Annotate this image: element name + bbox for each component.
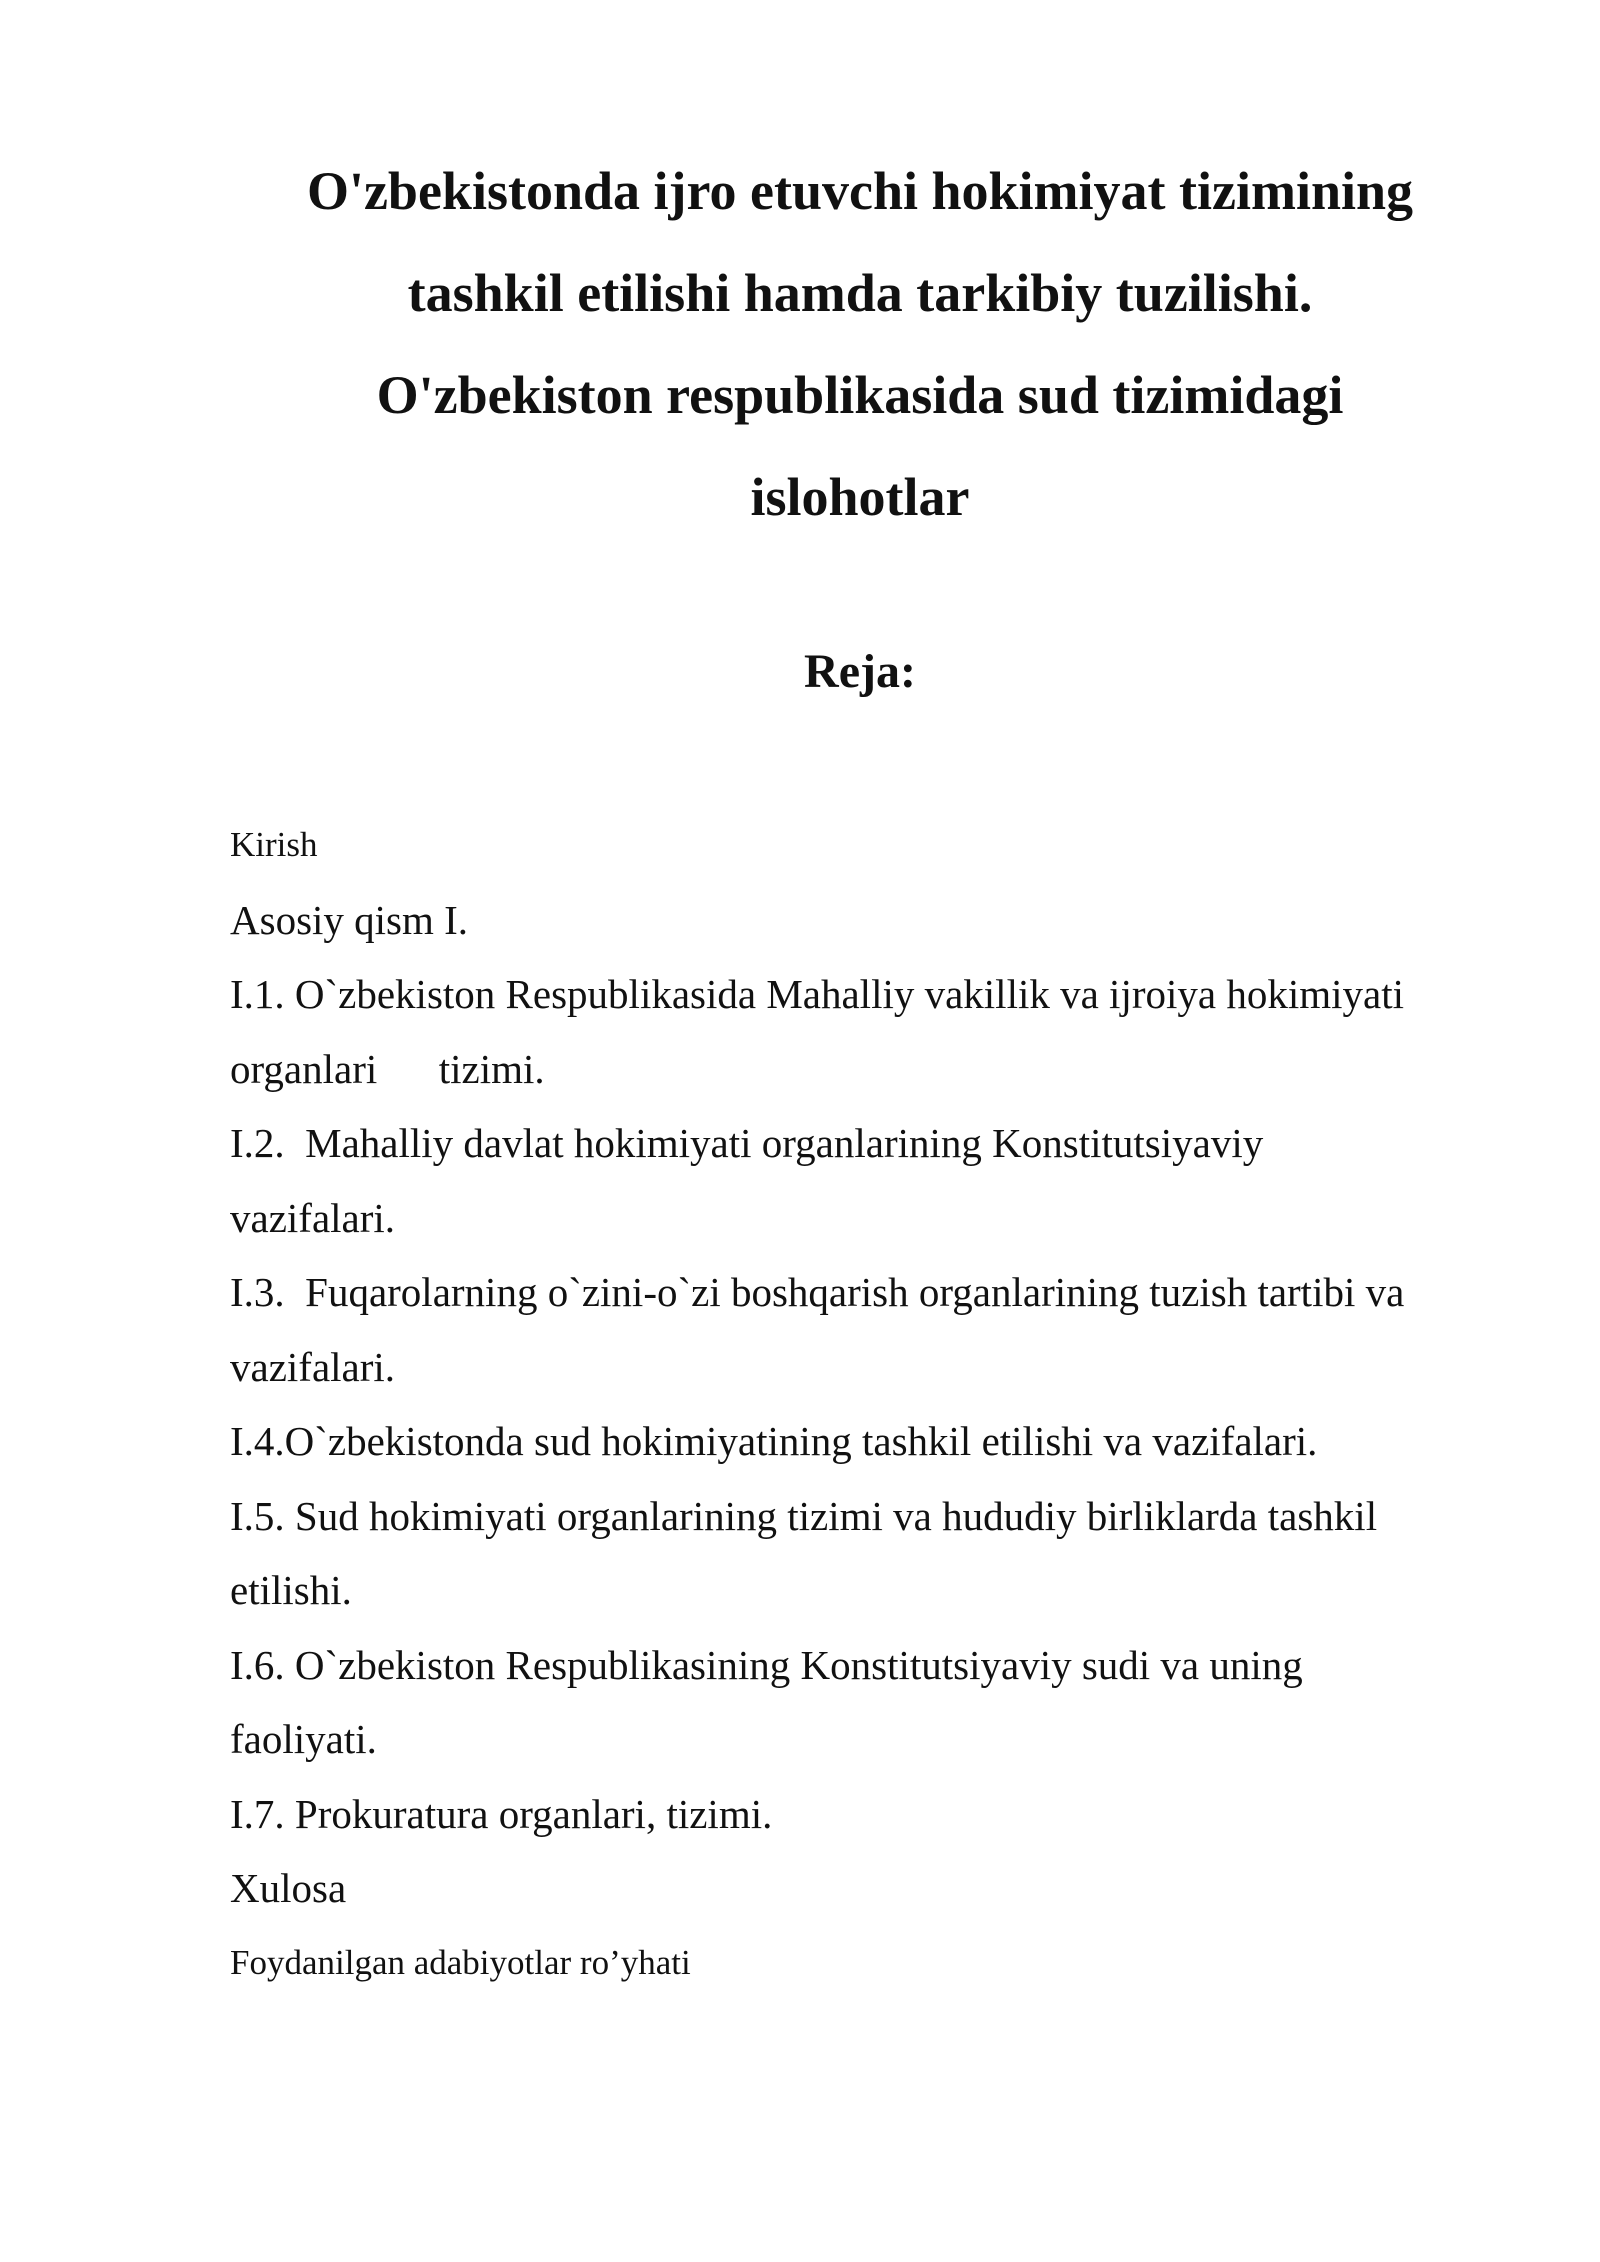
toc-item-conclusion: Xulosa [230, 1865, 347, 1911]
table-of-contents [230, 808, 1530, 2000]
toc-item-5 [230, 1479, 1530, 1628]
toc-item-5-line-2: etilishi. [230, 1567, 352, 1613]
toc-item-2 [230, 1106, 1530, 1255]
toc-item-2-line-1: I.2. Mahalliy davlat hokimiyati organlarining Konstitutsiyaviy [230, 1120, 1264, 1166]
toc-item-main-part: Asosiy qism I. [230, 896, 469, 943]
title-line-1: O'zbekistonda ijro etuvchi hokimiyat tizimining [306, 161, 1414, 221]
toc-item-1-line-1: I.1. O`zbekiston Respublikasida Mahalliy vakillik va ijroiya hokimiyati [230, 971, 1404, 1017]
title-line-2: tashkil etilishi hamda tarkibiy tuzilishi. [407, 263, 1313, 323]
toc-item-5-line-1: I.5. Sud hokimiyati organlarining tizimi va hududiy birliklarda tashkil [230, 1492, 1378, 1539]
toc-item-3-line-1: I.3. Fuqarolarning o`zini-o`zi boshqarish organlarining tuzish tartibi va [230, 1269, 1405, 1315]
title-line-3: O'zbekiston respublikasida sud tizimidagi [376, 365, 1344, 425]
document-title [230, 140, 1490, 548]
toc-item-references: Foydanilgan adabiyotlar ro’yhati [230, 1942, 691, 1982]
toc-item-1 [230, 957, 1530, 1106]
plan-heading: Reja: [804, 645, 916, 698]
toc-item-6-line-2: faoliyati. [230, 1716, 377, 1762]
toc-item-3-line-2: vazifalari. [230, 1343, 396, 1390]
title-line-4: islohotlar [750, 467, 970, 527]
toc-item-6-line-1: I.6. O`zbekiston Respublikasining Konstitutsiyaviy sudi va uning [230, 1641, 1303, 1688]
toc-item-6 [230, 1628, 1530, 1777]
toc-item-7: I.7. Prokuratura organlari, tizimi. [230, 1790, 773, 1837]
toc-item-1-line-2: organlari tizimi. [230, 1045, 545, 1092]
toc-item-intro: Kirish [230, 825, 318, 864]
toc-item-2-line-2: vazifalari. [230, 1194, 396, 1241]
toc-item-3 [230, 1255, 1530, 1404]
toc-item-4: I.4.O`zbekistonda sud hokimiyatining tashkil etilishi va vazifalari. [230, 1418, 1318, 1464]
